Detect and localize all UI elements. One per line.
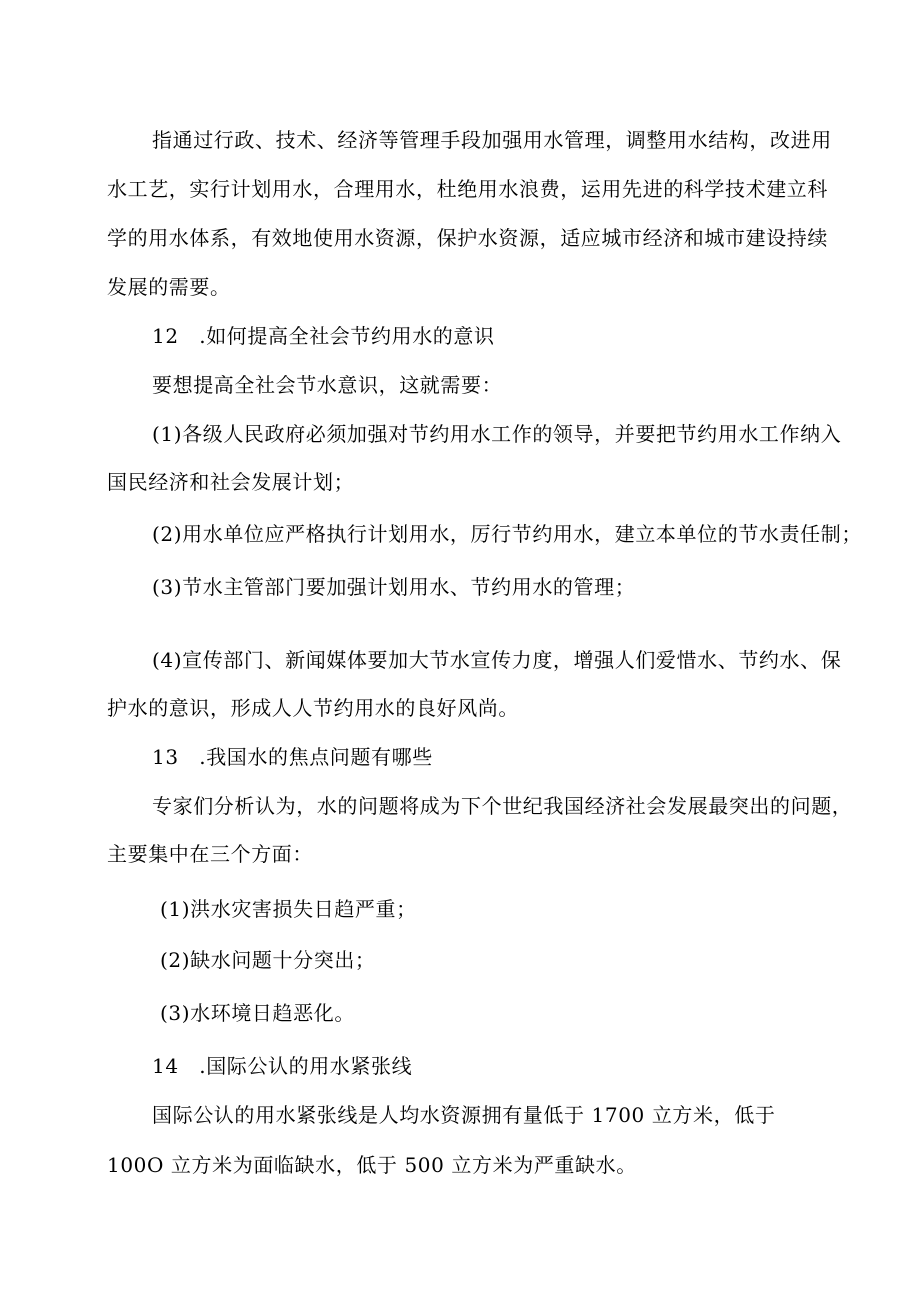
section-13-item-3: (3)水环境日趋恶化。	[160, 1001, 355, 1025]
section-13-para-line-2: 主要集中在三个方面：	[107, 842, 313, 866]
section-12-lead: 要想提高全社会节水意识，这就需要：	[152, 373, 503, 397]
section-13-item-1: (1)洪水灾害损失日趋严重；	[160, 897, 417, 921]
intro-line-2: 水工艺，实行计划用水，合理用水，杜绝用水浪费，运用先进的科学技术建立科	[107, 177, 828, 201]
section-12-item-4-line-1: (4)宣传部门、新闻媒体要加大节水宣传力度，增强人们爱惜水、节约水、保	[152, 648, 842, 672]
section-14-para-line-1: 国际公认的用水紧张线是人均水资源拥有量低于 1700 立方米，低于	[152, 1103, 776, 1127]
section-12-item-2: (2)用水单位应严格执行计划用水，厉行节约用水，建立本单位的节水责任制；	[152, 522, 862, 546]
section-12-item-1-line-2: 国民经济和社会发展计划；	[107, 470, 355, 494]
section-13-heading: 13 .我国水的焦点问题有哪些	[152, 745, 433, 769]
intro-line-4: 发展的需要。	[107, 275, 231, 299]
section-12-heading: 12 .如何提高全社会节约用水的意识	[152, 324, 495, 348]
section-12-item-4-line-2: 护水的意识，形成人人节约用水的良好风尚。	[107, 696, 519, 720]
section-13-item-2: (2)缺水问题十分突出；	[160, 948, 376, 972]
intro-line-1: 指通过行政、技术、经济等管理手段加强用水管理，调整用水结构，改进用	[152, 128, 832, 152]
section-14-para-line-2: 100O 立方米为面临缺水，低于 500 立方米为严重缺水。	[107, 1153, 637, 1177]
section-14-heading: 14 .国际公认的用水紧张线	[152, 1054, 413, 1078]
section-12-item-1-line-1: (1)各级人民政府必须加强对节约用水工作的领导，并要把节约用水工作纳入	[152, 422, 842, 446]
section-12-item-3: (3)节水主管部门要加强计划用水、节约用水的管理；	[152, 575, 636, 599]
intro-line-3: 学的用水体系，有效地使用水资源，保护水资源，适应城市经济和城市建设持续	[107, 226, 828, 250]
section-13-para-line-1: 专家们分析认为，水的问题将成为下个世纪我国经济社会发展最突出的问题，	[152, 794, 853, 818]
